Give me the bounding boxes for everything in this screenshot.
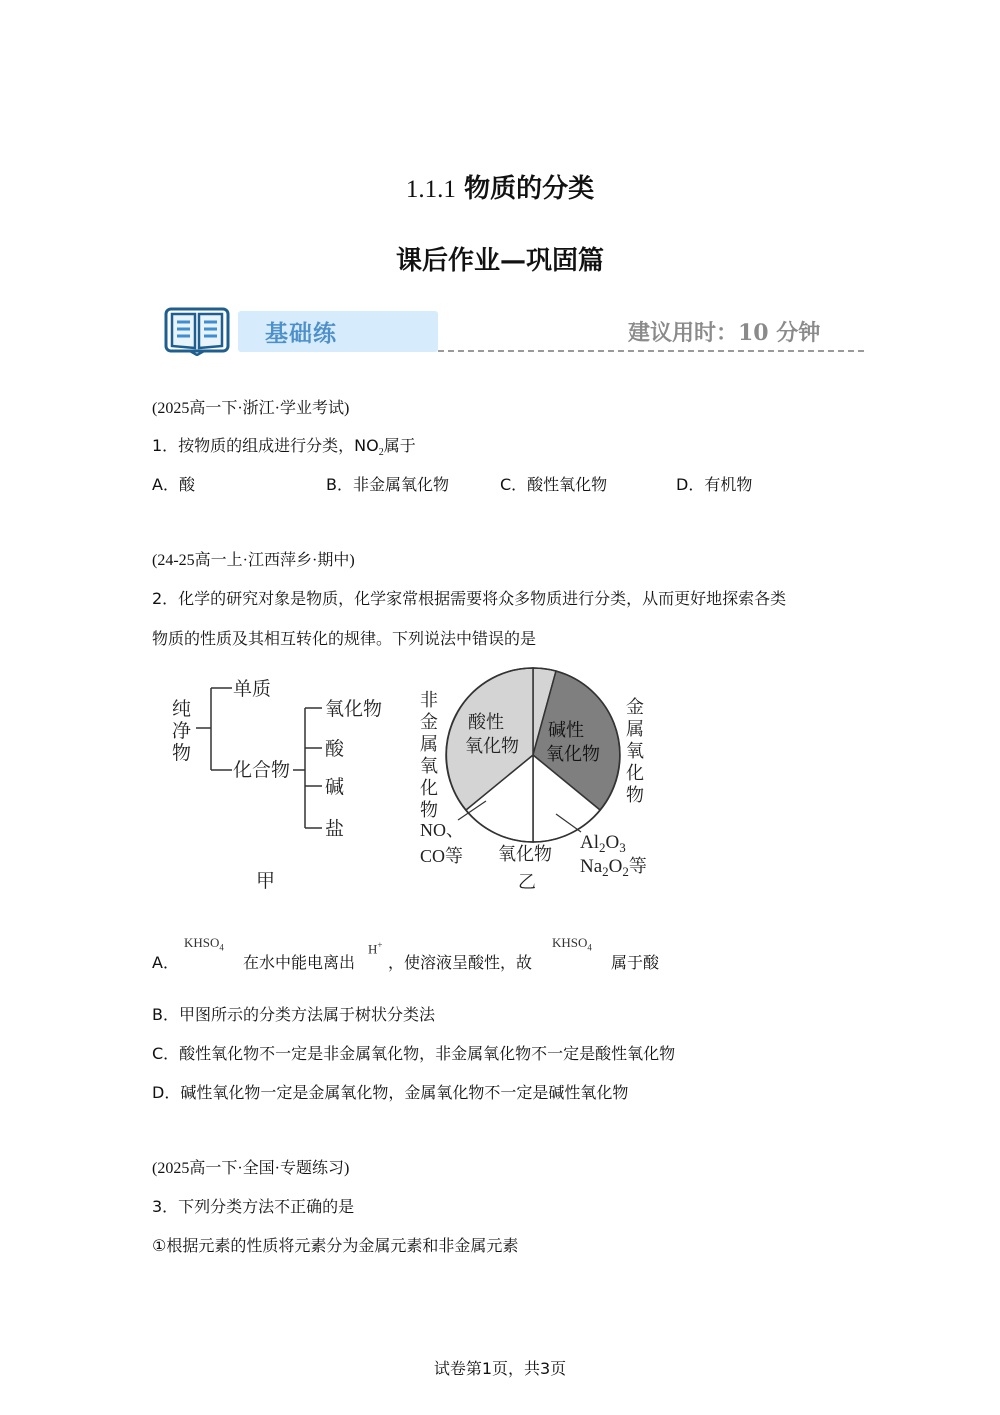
q2-option-c[interactable]: C．酸性氧化物不一定是非金属氧化物，非金属氧化物不一定是酸性氧化物	[152, 1044, 676, 1063]
pie-left-label-3: 属	[420, 734, 438, 755]
q1-option-a[interactable]: A．酸	[152, 475, 195, 494]
tree-leaf-base: 碱	[325, 776, 345, 798]
book-icon	[164, 306, 230, 356]
pie-al2o3-label: $Al_2O_3$	[580, 832, 626, 855]
q2-option-a-mid1: 在水中能电离出	[243, 953, 356, 972]
pie-left-label-2: 金	[420, 712, 438, 733]
pie-center-label: 氧化物	[498, 844, 552, 865]
tree-branch-element: 单质	[233, 678, 272, 700]
tree-leaf-acid: 酸	[325, 738, 345, 760]
tree-leaf-salt: 盐	[325, 818, 345, 840]
title-number: 1.1.1	[405, 176, 456, 203]
banner-divider	[438, 350, 864, 352]
pie-left-label-1: 非	[420, 690, 438, 711]
tree-branch-compound: 化合物	[233, 759, 291, 781]
pie-left-label-6: 物	[420, 800, 438, 821]
q1-stem-suffix: 属于	[383, 436, 416, 455]
q3-item-1: ①根据元素的性质将元素分为金属元素和非金属元素	[152, 1236, 519, 1255]
pie-base-label-1: 碱性	[548, 720, 584, 741]
q2-option-a-chem1: $KHSO_4$	[184, 935, 224, 953]
pie-left-label-5: 化	[420, 778, 438, 799]
q2-source: (24-25高一上·江西萍乡·期中)	[152, 552, 355, 569]
pie-base-label-2: 氧化物	[546, 744, 600, 765]
q1-stem	[152, 433, 416, 458]
q1-source: (2025高一下·浙江·学业考试)	[152, 400, 350, 417]
pie-co-label: CO等	[420, 846, 464, 866]
page-title	[0, 168, 1000, 205]
q2-stem-line2: 物质的性质及其相互转化的规律。下列说法中错误的是	[152, 629, 537, 648]
pie-acid-label-1: 酸性	[468, 712, 504, 733]
pie-right-label-1: 金	[626, 697, 644, 718]
q2-stem-line1: 2．化学的研究对象是物质，化学家常根据需要将众多物质进行分类，从而更好地探索各类	[152, 589, 787, 608]
page-footer: 试卷第1页，共3页	[433, 1359, 567, 1378]
q1-option-b[interactable]: B．非金属氧化物	[326, 475, 449, 494]
pie-right-label-4: 化	[626, 763, 644, 784]
q2-option-a-mid2: ，使溶液呈酸性，故	[388, 953, 533, 972]
pie-no-label: NO、	[420, 820, 464, 840]
tree-root-char-1: 纯	[172, 698, 192, 720]
q2-option-d[interactable]: D．碱性氧化物一定是金属氧化物，金属氧化物不一定是碱性氧化物	[152, 1083, 629, 1102]
tree-diagram	[160, 670, 400, 900]
tree-leaf-oxide: 氧化物	[325, 698, 383, 720]
tree-root-char-2: 净	[172, 720, 192, 742]
q3-source: (2025高一下·全国·专题练习)	[152, 1160, 350, 1177]
q2-option-a-prefix[interactable]: A．	[152, 953, 179, 972]
banner-time: 建议用时：10 分钟	[628, 320, 821, 346]
pie-right-label-5: 物	[626, 785, 644, 806]
q1-option-d[interactable]: D．有机物	[676, 475, 753, 494]
title-text: 物质的分类	[464, 174, 595, 204]
pie-left-label-4: 氧	[420, 756, 438, 777]
q3-stem: 3．下列分类方法不正确的是	[152, 1197, 355, 1216]
pie-caption: 乙	[518, 872, 536, 893]
tree-caption: 甲	[256, 870, 276, 892]
pie-na2o2-label: $Na_2O_2$等	[580, 856, 647, 879]
q2-option-a-chem2: $KHSO_4$	[552, 935, 592, 953]
q1-stem-prefix: 1．按物质的组成进行分类，NO	[152, 436, 379, 455]
q2-option-a-suffix: 属于酸	[611, 953, 660, 972]
pie-right-label-2: 属	[626, 719, 644, 740]
banner-label: 基础练	[265, 320, 337, 347]
pie-right-label-3: 氧	[626, 741, 644, 762]
pie-diagram	[410, 660, 670, 900]
pie-acid-label-2: 氧化物	[465, 736, 519, 757]
q1-stem-sub: 2	[378, 447, 384, 459]
q2-option-a-ion: H+	[368, 940, 383, 957]
q2-option-b[interactable]: B．甲图所示的分类方法属于树状分类法	[152, 1005, 435, 1024]
page-subtitle: 课后作业—巩固篇	[395, 246, 604, 276]
tree-root-char-3: 物	[172, 742, 192, 764]
q1-option-c[interactable]: C．酸性氧化物	[500, 475, 608, 494]
